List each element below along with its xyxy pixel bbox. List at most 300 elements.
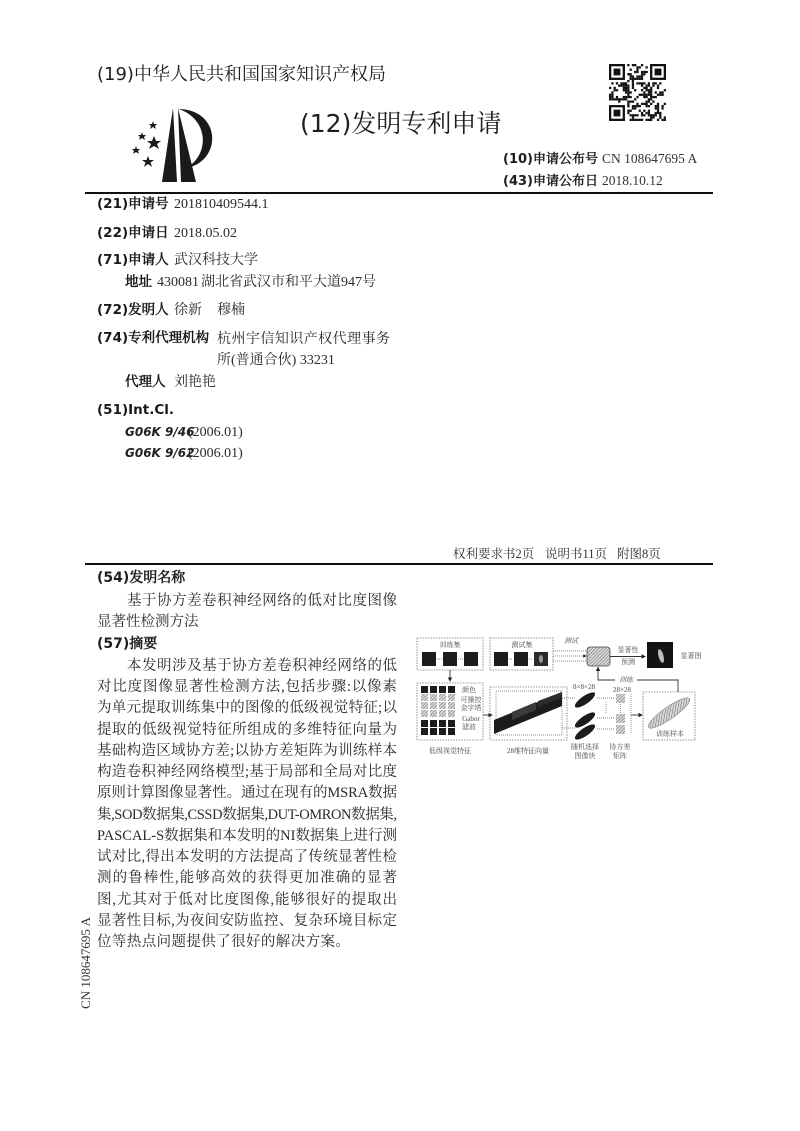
qr-module <box>661 94 663 96</box>
abstract-line-text: 基础构造区域协方差;以协方差矩阵为训练样本 <box>97 743 398 759</box>
feature-cell <box>439 686 446 693</box>
qr-module <box>620 98 622 100</box>
qr-module <box>648 105 650 107</box>
qr-module <box>652 114 654 116</box>
qr-module <box>648 82 650 84</box>
publication-number-value: CN 108647695 A <box>601 151 698 166</box>
qr-module <box>645 94 647 96</box>
saliency-map-label: 显著图 <box>680 652 702 660</box>
qr-module <box>639 78 641 80</box>
qr-module <box>655 107 657 109</box>
qr-module <box>625 98 627 100</box>
qr-module <box>643 94 645 96</box>
qr-module <box>655 82 657 84</box>
qr-module <box>636 66 638 68</box>
qr-module <box>630 91 632 93</box>
qr-module <box>634 64 636 66</box>
qr-module <box>614 98 616 100</box>
qr-module <box>645 89 647 91</box>
qr-module <box>648 100 650 102</box>
qr-module <box>648 94 650 96</box>
publication-date-label: (43)申请公布日 <box>503 174 598 189</box>
abstract-label: (57)摘要 <box>97 636 158 652</box>
applicant-label: (71)申请人 <box>97 252 169 268</box>
qr-module <box>632 80 634 82</box>
feature-gabor-label: 滤波 <box>462 723 476 731</box>
qr-module <box>625 87 627 89</box>
abstract-line <box>97 869 397 886</box>
abstract-line <box>97 721 397 738</box>
qr-module <box>627 94 629 96</box>
abstract-line-text: 集,SOD数据集,CSSD数据集,DUT-OMRON数据集, <box>97 807 397 823</box>
qr-module <box>648 119 650 121</box>
address-value: 湖北省武汉市和平大道947号 <box>201 275 376 290</box>
feature-cell <box>421 710 428 717</box>
random-patches-caption: 随机选择 <box>571 743 599 751</box>
qr-module <box>636 78 638 80</box>
agent-value: 刘艳艳 <box>174 375 216 390</box>
test-set-panel <box>490 638 553 670</box>
qr-module <box>634 78 636 80</box>
qr-module <box>664 119 666 121</box>
qr-module <box>645 100 647 102</box>
qr-module <box>627 91 629 93</box>
qr-module <box>643 103 645 105</box>
feature-cell <box>448 710 455 717</box>
training-flow-line <box>598 668 678 693</box>
qr-module <box>643 96 645 98</box>
qr-module <box>655 105 657 107</box>
abstract-line-text: 原则计算图像显著性。通过在现有的MSRA数据 <box>97 785 397 801</box>
qr-module <box>632 87 634 89</box>
qr-module <box>641 85 643 87</box>
qr-module <box>650 94 652 96</box>
qr-module <box>634 107 636 109</box>
qr-module <box>634 98 636 100</box>
qr-module <box>657 110 659 112</box>
qr-module <box>623 89 625 91</box>
agency-line <box>217 330 390 347</box>
feature-pyramid-label: 金字塔 <box>460 704 482 712</box>
inventors-label: (72)发明人 <box>97 302 169 318</box>
qr-module <box>659 82 661 84</box>
qr-module <box>611 96 613 98</box>
qr-finder-inner <box>655 69 662 76</box>
qr-module <box>659 114 661 116</box>
qr-module <box>623 96 625 98</box>
abstract-line-text: 显著性目标,为夜间安防监控、复杂环境目标定 <box>97 913 398 929</box>
low-level-features-caption: 低级视觉特征 <box>429 747 471 755</box>
address-label: 地址 <box>125 274 152 290</box>
qr-module <box>634 71 636 73</box>
filing-date-value: 2018.05.02 <box>174 226 237 241</box>
qr-module <box>661 91 663 93</box>
feature-cell <box>421 686 428 693</box>
test-flow-label: 测试 <box>564 637 578 645</box>
qr-module <box>620 85 622 87</box>
qr-module <box>661 107 663 109</box>
qr-module <box>641 75 643 77</box>
qr-module <box>632 105 634 107</box>
qr-module <box>645 87 647 89</box>
covariance-matrix-caption: 矩阵 <box>613 752 627 760</box>
qr-module <box>661 119 663 121</box>
test-image <box>514 652 528 666</box>
drawings-page-count: 附图8页 <box>617 547 661 561</box>
feature-cell <box>448 694 455 701</box>
abstract-line-text: 图,尤其对于低对比度图像,能够很好的提取出 <box>97 892 398 908</box>
qr-module <box>630 69 632 71</box>
training-set-panel <box>417 638 483 670</box>
training-sample-stack <box>645 694 693 733</box>
training-image <box>443 652 457 666</box>
qr-module <box>659 112 661 114</box>
int-cl-version: (2006.01) <box>188 446 243 461</box>
feature-cell <box>430 720 437 727</box>
document-type-title: (12)发明专利申请 <box>300 109 502 138</box>
feature-grid <box>421 686 455 735</box>
qr-module <box>655 112 657 114</box>
qr-module <box>636 69 638 71</box>
qr-module <box>659 116 661 118</box>
feature-cell <box>421 694 428 701</box>
publication-date-row <box>503 172 663 188</box>
qr-module <box>650 98 652 100</box>
qr-module <box>650 103 652 105</box>
abstract-line <box>97 763 397 780</box>
qr-module <box>611 82 613 84</box>
qr-module <box>650 116 652 118</box>
qr-module <box>641 114 643 116</box>
qr-module <box>664 103 666 105</box>
logo-stars <box>132 121 161 167</box>
int-cl-version: (2006.01) <box>188 425 243 440</box>
agency-line: 所(普通合伙) 33231 <box>217 353 335 368</box>
feature-cell <box>421 728 428 735</box>
low-level-features-panel <box>417 683 483 740</box>
training-image <box>422 652 436 666</box>
feature-cell <box>448 720 455 727</box>
agency-line-text: 杭州宇信知识产权代理事务 <box>217 332 391 347</box>
qr-module <box>636 75 638 77</box>
qr-module <box>634 114 636 116</box>
qr-module <box>643 110 645 112</box>
qr-module <box>630 73 632 75</box>
saliency-prediction-label: 预测 <box>621 658 635 666</box>
qr-module <box>636 114 638 116</box>
feature-color-label: 颜色 <box>462 686 476 694</box>
qr-module <box>632 64 634 66</box>
feature-pyramid-label: 可操控 <box>460 696 482 704</box>
qr-module <box>641 71 643 73</box>
header-rule <box>85 192 713 194</box>
feature-cell <box>439 728 446 735</box>
qr-module <box>650 89 652 91</box>
abstract-line-text: 提取的低级视觉特征所组成的多维特征向量为 <box>97 722 398 738</box>
qr-module <box>655 114 657 116</box>
qr-module <box>609 98 611 100</box>
title-line-text: 基于协方差卷积神经网络的低对比度图像 <box>127 593 398 609</box>
description-page-count: 说明书11页 <box>545 547 608 561</box>
section-rule <box>85 563 713 565</box>
qr-module <box>634 105 636 107</box>
qr-module <box>650 96 652 98</box>
feature-vector-caption: 28维特征向量 <box>507 747 549 755</box>
qr-module <box>657 119 659 121</box>
qr-module <box>632 85 634 87</box>
inventor-name: 徐新 <box>174 303 202 318</box>
abstract-line <box>97 806 397 823</box>
qr-code-icon <box>609 64 666 121</box>
qr-module <box>618 85 620 87</box>
qr-module <box>632 116 634 118</box>
qr-module <box>609 96 611 98</box>
qr-module <box>652 96 654 98</box>
star-icon <box>132 146 140 154</box>
agent-label: 代理人 <box>125 374 166 390</box>
abstract-line <box>127 657 397 674</box>
qr-module <box>639 119 641 121</box>
qr-module <box>616 89 618 91</box>
star-icon <box>149 121 157 129</box>
qr-module <box>650 114 652 116</box>
abstract-figure <box>412 628 717 770</box>
feature-cell <box>430 702 437 709</box>
feature-cell <box>439 694 446 701</box>
application-number-value: 201810409544.1 <box>174 197 269 212</box>
qr-module <box>632 82 634 84</box>
feature-cell <box>421 720 428 727</box>
qr-module <box>643 91 645 93</box>
qr-module <box>630 75 632 77</box>
test-image-object <box>539 655 543 663</box>
abstract-line-text: 构造卷积神经网络模型;基于局部和全局对比度 <box>97 764 398 780</box>
qr-module <box>657 103 659 105</box>
qr-module <box>655 91 657 93</box>
qr-module <box>650 87 652 89</box>
qr-module <box>630 100 632 102</box>
qr-module <box>639 94 641 96</box>
qr-module <box>627 64 629 66</box>
qr-module <box>636 71 638 73</box>
qr-module <box>630 78 632 80</box>
qr-module <box>636 82 638 84</box>
saliency-prediction-label: 显著性 <box>617 646 639 654</box>
qr-module <box>632 100 634 102</box>
qr-module <box>627 85 629 87</box>
qr-module <box>657 85 659 87</box>
qr-module <box>639 75 641 77</box>
qr-module <box>641 119 643 121</box>
star-icon <box>147 136 161 149</box>
qr-module <box>627 87 629 89</box>
qr-module <box>614 89 616 91</box>
qr-module <box>627 103 629 105</box>
covariance-matrix <box>616 714 625 723</box>
application-number-label: (21)申请号 <box>97 196 169 212</box>
qr-module <box>641 78 643 80</box>
applicant-value: 武汉科技大学 <box>174 253 258 268</box>
qr-module <box>632 107 634 109</box>
publication-date-value: 2018.10.12 <box>601 173 663 188</box>
test-image <box>494 652 508 666</box>
qr-module <box>652 82 654 84</box>
qr-module <box>664 89 666 91</box>
feature-cell <box>430 694 437 701</box>
feature-gabor-label: Gabor <box>462 715 480 723</box>
qr-module <box>623 85 625 87</box>
qr-module <box>648 91 650 93</box>
qr-module <box>627 105 629 107</box>
int-cl-code: G06K 9/62 <box>125 446 195 460</box>
qr-module <box>657 105 659 107</box>
qr-module <box>645 96 647 98</box>
qr-module <box>645 119 647 121</box>
qr-module <box>625 91 627 93</box>
title-label: (54)发明名称 <box>97 570 186 586</box>
qr-module <box>636 103 638 105</box>
star-icon <box>138 132 146 140</box>
test-set-label: 测试集 <box>511 641 533 649</box>
qr-module <box>643 82 645 84</box>
abstract-line <box>97 933 350 951</box>
abstract-line-text: PASCAL-S数据集和本发明的NI数据集上进行测 <box>97 828 397 844</box>
qr-module <box>627 73 629 75</box>
qr-module <box>618 100 620 102</box>
qr-module <box>657 107 659 109</box>
qr-module <box>645 71 647 73</box>
qr-module <box>632 119 634 121</box>
qr-module <box>641 103 643 105</box>
covariance-matrix-caption: 协方差 <box>609 743 631 751</box>
qr-module <box>632 114 634 116</box>
qr-module <box>641 82 643 84</box>
covariance-matrix <box>616 725 625 734</box>
office-name: (19)中华人民共和国国家知识产权局 <box>97 64 386 85</box>
qr-module <box>641 89 643 91</box>
qr-module <box>639 82 641 84</box>
title-line <box>127 592 397 609</box>
filing-date-label: (22)申请日 <box>97 225 169 241</box>
inventor-name: 穆楠 <box>217 303 245 318</box>
qr-module <box>648 85 650 87</box>
agency-label: (74)专利代理机构 <box>97 330 210 346</box>
qr-module <box>623 87 625 89</box>
qr-module <box>616 98 618 100</box>
qr-module <box>611 94 613 96</box>
qr-module <box>609 87 611 89</box>
qr-module <box>625 96 627 98</box>
cnipa-logo-icon <box>120 104 215 186</box>
training-samples-panel <box>643 692 695 740</box>
qr-module <box>645 105 647 107</box>
feature-cell <box>439 710 446 717</box>
qr-module <box>630 96 632 98</box>
claims-page-count: 权利要求书2页 <box>453 547 535 561</box>
qr-module <box>627 80 629 82</box>
qr-module <box>643 114 645 116</box>
abstract-line-text: 位等热点问题提供了很好的解决方案。 <box>97 934 351 950</box>
qr-module <box>639 110 641 112</box>
int-cl-label: (51)Int.Cl. <box>97 402 175 418</box>
qr-module <box>611 91 613 93</box>
training-image <box>464 652 478 666</box>
abstract-line <box>97 827 397 844</box>
qr-module <box>648 112 650 114</box>
side-publication-number: CN 108647695 A <box>78 917 93 1009</box>
abstract-line <box>97 742 397 759</box>
feature-cell <box>448 702 455 709</box>
qr-module <box>630 114 632 116</box>
qr-module <box>648 98 650 100</box>
qr-module <box>659 94 661 96</box>
qr-module <box>627 96 629 98</box>
logo-left-wedge <box>162 108 177 182</box>
qr-module <box>650 91 652 93</box>
qr-module <box>625 89 627 91</box>
qr-module <box>623 98 625 100</box>
feature-cell <box>430 728 437 735</box>
qr-module <box>632 78 634 80</box>
qr-module <box>643 71 645 73</box>
cnn-model-box <box>587 647 610 666</box>
title-line <box>97 613 199 631</box>
qr-module <box>657 87 659 89</box>
qr-finder-inner <box>614 69 621 76</box>
qr-module <box>659 91 661 93</box>
logo-right-wedge <box>178 108 196 182</box>
qr-module <box>661 105 663 107</box>
qr-module <box>641 94 643 96</box>
qr-module <box>630 110 632 112</box>
qr-module <box>648 89 650 91</box>
qr-module <box>641 73 643 75</box>
abstract-line <box>97 699 397 716</box>
feature-cell <box>430 710 437 717</box>
qr-module <box>655 96 657 98</box>
qr-module <box>616 96 618 98</box>
training-samples-caption: 训练样本 <box>656 730 684 738</box>
abstract-line-text: 对比度图像显著性检测方法,包括步骤:以像素 <box>97 679 398 695</box>
int-cl-code: G06K 9/46 <box>125 425 195 439</box>
qr-module <box>645 103 647 105</box>
publication-number-label: (10)申请公布号 <box>503 152 598 167</box>
qr-module <box>645 66 647 68</box>
qr-module <box>639 66 641 68</box>
qr-module <box>652 116 654 118</box>
abstract-line <box>97 912 397 929</box>
abstract-line-text: 试对比,得出本发明的方法提高了传统显著性检 <box>97 849 398 865</box>
training-flow-label: 训练 <box>619 676 633 684</box>
qr-module <box>625 85 627 87</box>
qr-module <box>652 100 654 102</box>
matrix-size-label: 28×28 <box>613 686 631 694</box>
qr-module <box>611 98 613 100</box>
image-patch <box>573 690 597 710</box>
qr-module <box>609 94 611 96</box>
feature-cell <box>439 702 446 709</box>
training-set-label: 训练集 <box>439 641 461 649</box>
feature-cell <box>448 728 455 735</box>
qr-module <box>650 119 652 121</box>
qr-module <box>664 116 666 118</box>
qr-module <box>639 105 641 107</box>
qr-module <box>648 114 650 116</box>
qr-module <box>643 87 645 89</box>
qr-module <box>645 85 647 87</box>
qr-module <box>632 75 634 77</box>
qr-module <box>618 98 620 100</box>
